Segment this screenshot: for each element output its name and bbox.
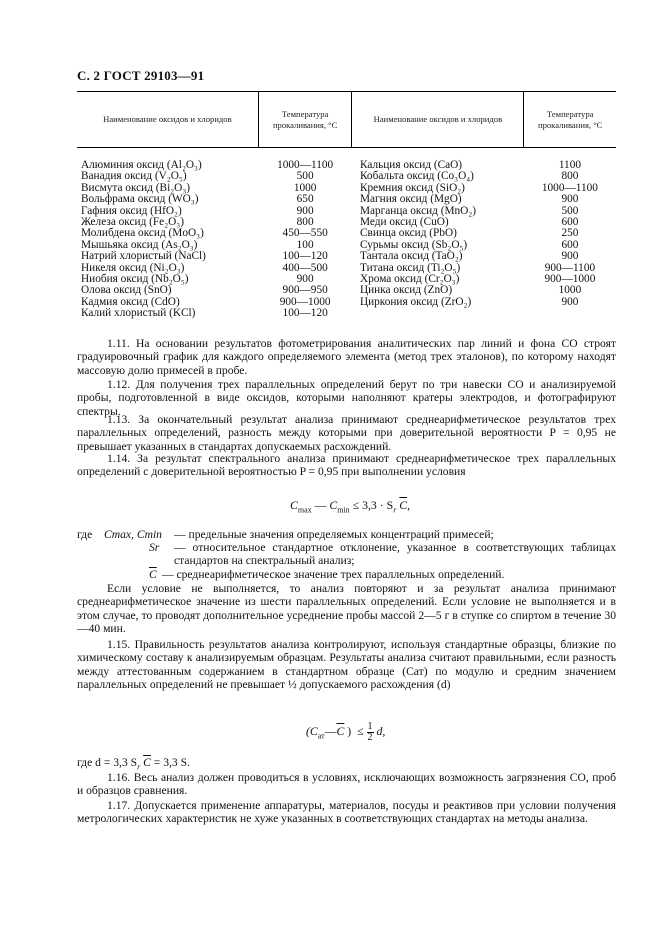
temperature-cell: 1000: [558, 284, 582, 297]
oxide-name-cell: Меди оксид (CuO): [359, 216, 449, 229]
def3-text: — среднеарифметическое значение трех параллельных определений.: [162, 568, 505, 581]
formula-range-condition: $C_{max}$ — $C_{min} \le 3,3 \cdot S_r$ $\overline{C}$,: [290, 498, 411, 515]
oxide-temperature-table: [77, 91, 616, 326]
temperature-cell: 500: [561, 204, 579, 217]
oxide-name-cell: Кальция оксид (CaO): [359, 159, 463, 171]
def3-symbol: $\overline{C}$: [149, 568, 157, 581]
oxide-name-cell: Висмута оксид (Bi₂O₃): [81, 181, 191, 194]
temperature-cell: 900: [296, 204, 314, 217]
temperature-cell: 800: [561, 170, 579, 183]
paragraph-1-14: 1.14. За результат спектрального анализа принимают среднеарифметическое трех параллельных определений с доверительной вероятностью P = 0,95 при выполнении условия: [77, 452, 616, 479]
paragraph-1-11: 1.11. На основании результатов фотометрирования аналитических пар линий и фона СО строят градуировочный график для каждого определяемого элемента (метод трех эталонов), по которому находят массовую долю примесей в пробе.: [77, 337, 616, 377]
table-row: [77, 251, 616, 262]
paragraph-1-12: 1.12. Для получения трех параллельных определений берут по три навески СО и анализируемой пробы, подготовленной в виде оксидов, которыми наполняют кратеры электродов, и фотографируют спектры.: [77, 378, 616, 418]
col2-header: Температура прокаливания, °С: [258, 92, 352, 148]
temperature-cell: 900—1000: [279, 295, 331, 308]
col4-header: Температура прокаливания, °С: [524, 92, 616, 148]
oxide-name-cell: Вольфрама оксид (WO₃): [81, 193, 199, 206]
oxide-name-cell: Цинка оксид (ZnO): [359, 284, 453, 297]
oxide-name-cell: Кремния оксид (SiO₂): [359, 181, 465, 194]
formula2-where: где d = 3,3 $S_r$ $\overline{C} = 3,3$ S.: [77, 756, 190, 772]
oxide-name-cell: Железа оксид (Fe₂O₃): [81, 216, 184, 229]
oxide-name-cell: Олова оксид (SnO): [81, 284, 172, 297]
paragraph-1-16: 1.16. Весь анализ должен проводиться в условиях, исключающих возможность загрязнения СО, проб и образцов сравнения.: [77, 771, 616, 798]
temperature-cell: 1000—1100: [541, 181, 598, 194]
temperature-cell: 400—500: [282, 261, 328, 274]
table-row: [77, 194, 616, 205]
oxide-name-cell: Ниобия оксид (Nb₂O₅): [81, 273, 189, 286]
page-header: С. 2 ГОСТ 29103—91: [77, 68, 205, 83]
temperature-cell: 100—120: [282, 250, 328, 263]
oxide-name-cell: Алюминия оксид (Al₂O₃): [81, 159, 202, 171]
paragraph-1-13: 1.13. За окончательный результат анализа принимают среднеарифметическое результатов трех параллельных определений, разность между которыми при доверительной вероятности P = 0,95 не превышает указанных в стандартах допускаемых расхождений.: [77, 413, 616, 453]
temperature-cell: 100: [296, 238, 314, 251]
temperature-cell: 900: [561, 250, 579, 263]
oxide-name-cell: [352, 308, 524, 325]
temperature-cell: 900: [561, 295, 579, 308]
temperature-cell: 900: [296, 273, 314, 286]
oxide-name-cell: Ванадия оксид (V₂O₅): [81, 170, 187, 183]
oxide-name-cell: Гафния оксид (HfO₂): [81, 204, 182, 217]
oxide-name-cell: Сурьмы оксид (Sb₂O₅): [359, 238, 468, 251]
paragraph-repeat: Если условие не выполняется, то анализ повторяют и за результат анализа принимают среднеарифметическое значение из шести параллельных определений. Если условие не выполняется и в этом случае, то проводят дополнительное усреднение пробы массой 2—5 г в ступке со спиртом в течение 30—40 мин.: [77, 582, 616, 636]
temperature-cell: [524, 308, 616, 325]
formula-correctness: ($C_{ат}—\overline{C}$ ) ≤ $\frac{1}{2}$ d,: [306, 721, 386, 743]
oxide-name-cell: Натрий хлористый (NaCl): [81, 250, 206, 263]
temperature-cell: 900: [561, 193, 579, 206]
table-row: [77, 148, 616, 172]
where-label: где: [77, 528, 93, 541]
temperature-cell: 1000—1100: [277, 159, 334, 171]
oxide-name-cell: Марганца оксид (MnO₂): [359, 204, 477, 217]
oxide-name-cell: Кадмия оксид (CdO): [81, 295, 180, 308]
oxide-name-cell: Тантала оксид (TaO₂): [359, 250, 463, 263]
def2-symbol: Sr: [149, 541, 160, 554]
temperature-cell: 500: [296, 170, 314, 183]
temperature-cell: 1000: [293, 181, 317, 194]
temperature-cell: 900—950: [282, 284, 328, 297]
oxide-name-cell: Хрома оксид (Cr₂O₃): [359, 273, 460, 286]
def2-text: — относительное стандартное отклонение, указанное в соответствующих таблицах стандартов на спектральный анализ;: [174, 541, 616, 568]
paragraph-1-17: 1.17. Допускается применение аппаратуры, материалов, посуды и реактивов при условии получения метрологических характеристик не хуже указанных в соответствующих стандартах на методы анализа.: [77, 799, 616, 826]
temperature-cell: 100—120: [282, 307, 328, 320]
temperature-cell: 800: [296, 216, 314, 229]
temperature-cell: 900—1100: [544, 261, 596, 274]
oxide-name-cell: Циркония оксид (ZrO₂): [359, 295, 472, 308]
temperature-cell: 450—550: [282, 227, 328, 240]
temperature-cell: 650: [296, 193, 314, 206]
temperature-cell: 600: [561, 216, 579, 229]
oxide-name-cell: Мышьяка оксид (As₂O₃): [81, 238, 198, 251]
def1-text: — предельные значения определяемых концентраций примесей;: [174, 528, 494, 541]
oxide-name-cell: Никеля оксид (Ni₂O₃): [81, 261, 185, 274]
col1-header: Наименование оксидов и хлоридов: [77, 92, 258, 148]
oxide-name-cell: Магния оксид (MgO): [359, 193, 462, 206]
table-row: [77, 308, 616, 325]
col3-header: Наименование оксидов и хлоридов: [352, 92, 524, 148]
temperature-cell: 600: [561, 238, 579, 251]
temperature-cell: 900—1000: [544, 273, 596, 286]
oxide-name-cell: Калий хлористый (KCl): [81, 307, 196, 320]
temperature-cell: 1100: [558, 159, 582, 171]
def1-symbol: Cmax, Cmin: [104, 528, 162, 541]
oxide-name-cell: Молибдена оксид (MoO₃): [81, 227, 204, 240]
oxide-name-cell: Кобальта оксид (Co₃O₄): [359, 170, 474, 183]
oxide-name-cell: Свинца оксид (PbO): [359, 227, 457, 240]
temperature-cell: 250: [561, 227, 579, 240]
paragraph-1-15: 1.15. Правильность результатов анализа контролируют, используя стандартные образцы, близкие по химическому составу к анализируемым образцам. Результаты анализа считают правильными, если разность между аттестованным содержанием в стандартном образце (Cат) по модулю и средним значением параллельных определений не превышает ½ допускаемого расхождения (d): [77, 638, 616, 692]
oxide-name-cell: Титана оксид (Ti₂O₅): [359, 261, 461, 274]
